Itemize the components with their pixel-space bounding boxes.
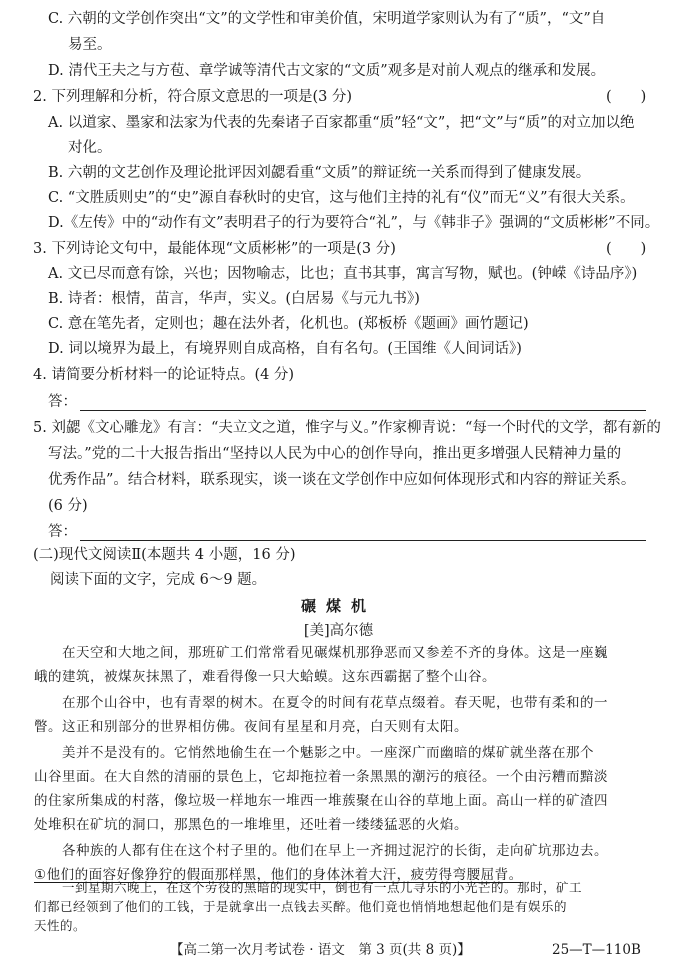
q5-answer-label: 答：: [48, 524, 77, 540]
q3-stem: 3. 下列诗论文句中，最能体现“文质彬彬”的一项是(3 分): [33, 241, 396, 257]
article-author: [美]高尔德: [303, 623, 374, 639]
q5-stem-line1: 5. 刘勰《文心雕龙》有言：“夫立文之道，惟字与义。”作家柳青说：“每一个时代的文学，都有新的: [33, 420, 661, 436]
article-p5-line1: 一到星期六晚上，在这个劳役的黑暗的现实中，倒也有一点儿寻乐的小光芒的。那时，矿工: [62, 880, 583, 895]
article-p4-line1: 各种族的人都有住在这个村子里的。他们在早上一齐拥过泥泞的长街，走向矿坑那边去。: [62, 843, 608, 859]
footer-page-info: 【高二第一次月考试卷 · 语文 第 3 页(共 8 页)】: [170, 942, 471, 958]
q4-stem: 4. 请简要分析材料一的论证特点。(4 分): [33, 367, 295, 383]
article-p4-line2-underlined: ①他们的面容好像狰狞的假面那样黑，他们的身体沐着大汗，疲劳得弯腰屈背。: [34, 867, 523, 883]
q4-answer-line[interactable]: [80, 410, 646, 411]
q2-option-a-line2: 对化。: [68, 140, 112, 156]
article-p2-line1: 在那个山谷中，也有青翠的树木。在夏令的时间有花草点缀着。春天呢，也带有柔和的一: [62, 695, 608, 711]
q5-answer-line[interactable]: [80, 540, 646, 541]
q2-option-c: C. “文胜质则史”的“史”源自春秋时的史官，这与他们主持的礼有“仪”而无“义”有很大关系。: [48, 190, 635, 206]
q1-option-c-line2: 易至。: [68, 37, 112, 53]
article-p5-line3: 天性的。: [34, 918, 87, 933]
article-title: 碾煤机: [300, 597, 376, 615]
q4-answer-label: 答：: [48, 394, 77, 410]
q2-answer-bracket: ( ): [606, 89, 647, 105]
article-p3-line3: 的住家所集成的村落，像垃圾一样地东一堆西一堆蔟聚在山谷的草地上面。高山一样的矿渣四: [34, 793, 608, 809]
footer-code: 25—T—110B: [552, 942, 641, 958]
article-p3-line1: 美并不是没有的。它悄然地偷生在一个魅影之中。一座深广而幽暗的煤矿就坐落在那个: [62, 745, 594, 761]
q1-option-c-line1: C. 六朝的文学创作突出“文”的文学性和审美价值，宋明道学家则认为有了“质”，“文”自: [48, 11, 606, 27]
article-p1-line2: 峨的建筑，被煤灰抹黑了，难看得像一只大蛤蟆。这东西霸据了整个山谷。: [34, 669, 496, 685]
q3-option-c: C. 意在笔先者，定则也；趣在法外者，化机也。(郑板桥《题画》画竹题记): [48, 316, 529, 332]
q3-option-d: D. 词以境界为最上，有境界则自成高格，自有名句。(王国维《人间词话》): [48, 341, 522, 357]
article-p1-line1: 在天空和大地之间，那班矿工们常常看见碾煤机那狰恶而又参差不齐的身体。这是一座巍: [62, 645, 608, 661]
q5-stem-line3: 优秀作品”。结合材料，联系现实，谈一谈在文学创作中应如何体现形式和内容的辩证关系。: [48, 472, 636, 488]
article-p3-line4: 处堆积在矿坑的洞口，那黑色的一堆堆里，还吐着一缕缕猛恶的火焰。: [34, 817, 468, 833]
q3-answer-bracket: ( ): [606, 241, 647, 257]
q5-stem-line2: 写法。”党的二十大报告指出“坚持以人民为中心的创作导向，推出更多增强人民精神力量的: [48, 446, 622, 462]
q2-option-d: D.《左传》中的“动作有文”表明君子的行为要符合“礼”，与《韩非子》强调的“文质彬彬”不同。: [48, 215, 660, 231]
q2-stem: 2. 下列理解和分析，符合原文意思的一项是(3 分): [33, 89, 353, 105]
article-p3-line2: 山谷里面。在大自然的清丽的景色上，它却拖拉着一条黑黑的潮污的痕径。一个由污糟而黯淡: [34, 769, 608, 785]
q3-option-a: A. 文已尽而意有馀，兴也；因物喻志，比也；直书其事，寓言写物，赋也。(钟嵘《诗品序》): [48, 266, 638, 282]
q5-stem-line4: (6 分): [48, 498, 88, 514]
q1-option-d: D. 清代王夫之与方苞、章学诚等清代古文家的“文质”观多是对前人观点的继承和发展。: [48, 63, 606, 79]
section2-heading: (二)现代文阅读Ⅱ(本题共 4 小题，16 分): [33, 547, 296, 563]
section2-instruction: 阅读下面的文字，完成 6～9 题。: [50, 572, 267, 588]
article-p5-line2: 们都已经领到了他们的工钱，于是就拿出一点钱去买醉。他们竟也悄悄地想起他们是有娱乐的: [34, 899, 568, 914]
article-p2-line2: 瞥。这正和别部分的世界相仿佛。夜间有星星和月亮，白天则有太阳。: [34, 719, 468, 735]
q2-option-a-line1: A. 以道家、墨家和法家为代表的先秦诸子百家都重“质”轻“文”，把“文”与“质”的对立加以绝: [48, 115, 635, 131]
q2-option-b: B. 六朝的文艺创作及理论批评因刘勰看重“文质”的辩证统一关系而得到了健康发展。: [48, 165, 591, 181]
q3-option-b: B. 诗者：根情，苗言，华声，实义。(白居易《与元九书》): [48, 291, 420, 307]
